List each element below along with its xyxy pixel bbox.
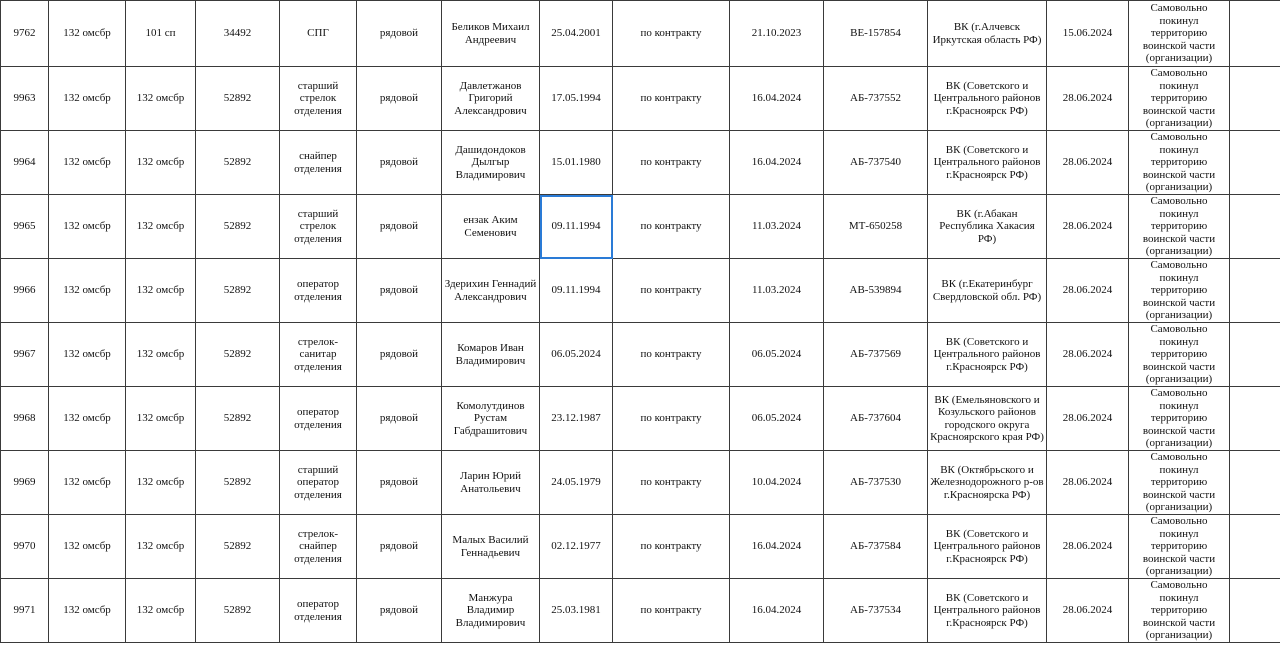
document-number-cell[interactable]: АБ-737584 [824,515,928,579]
document-number-cell[interactable]: ВЕ-157854 [824,1,928,67]
position-cell[interactable]: оператор отделения [280,259,357,323]
table-row [1,515,1280,579]
commissariat-cell[interactable]: ВК (Советского и Центрального районов г.Красноярск РФ) [928,67,1047,131]
empty-cell[interactable] [1230,1,1280,67]
record-number-cell[interactable]: 9969 [1,451,49,515]
record-number-cell[interactable]: 9971 [1,579,49,643]
enlistment-date-cell[interactable]: 11.03.2024 [730,195,824,259]
birth-date-cell[interactable]: 17.05.1994 [540,67,613,131]
record-number-cell[interactable]: 9967 [1,323,49,387]
table-row [1,131,1280,195]
record-number-cell[interactable]: 9970 [1,515,49,579]
rank-cell[interactable]: рядовой [357,515,442,579]
service-type-cell[interactable]: по контракту [613,259,730,323]
military-unit-number-cell[interactable]: 52892 [196,451,280,515]
status-cell[interactable]: Самовольно покинул территорию воинской части (организации) [1129,515,1230,579]
subunit-cell[interactable]: 101 сп [126,1,196,67]
enlistment-date-cell[interactable]: 16.04.2024 [730,67,824,131]
empty-cell[interactable] [1230,451,1280,515]
subunit-cell[interactable]: 132 омсбр [126,131,196,195]
birth-date-cell[interactable]: 06.05.2024 [540,323,613,387]
military-unit-number-cell[interactable]: 52892 [196,387,280,451]
empty-cell[interactable] [1230,579,1280,643]
enlistment-date-cell[interactable]: 06.05.2024 [730,323,824,387]
empty-cell[interactable] [1230,259,1280,323]
status-cell[interactable]: Самовольно покинул территорию воинской части (организации) [1129,323,1230,387]
status-cell[interactable]: Самовольно покинул территорию воинской части (организации) [1129,387,1230,451]
document-number-cell[interactable]: АБ-737569 [824,323,928,387]
table-row [1,195,1280,259]
status-cell[interactable]: Самовольно покинул территорию воинской части (организации) [1129,131,1230,195]
service-type-cell[interactable]: по контракту [613,387,730,451]
event-date-cell[interactable]: 28.06.2024 [1047,515,1129,579]
service-type-cell[interactable]: по контракту [613,195,730,259]
empty-cell[interactable] [1230,67,1280,131]
service-type-cell[interactable]: по контракту [613,323,730,387]
military-unit-number-cell[interactable]: 52892 [196,131,280,195]
commissariat-cell[interactable]: ВК (Октябрьского и Железнодорожного р-ов г.Красноярска РФ) [928,451,1047,515]
service-type-cell[interactable]: по контракту [613,1,730,67]
full-name-cell[interactable]: Малых Василий Геннадьевич [442,515,540,579]
enlistment-date-cell[interactable]: 10.04.2024 [730,451,824,515]
military-unit-number-cell[interactable]: 52892 [196,259,280,323]
table-row [1,451,1280,515]
rank-cell[interactable]: рядовой [357,259,442,323]
position-cell[interactable]: оператор отделения [280,387,357,451]
table-row [1,387,1280,451]
unit-cell[interactable]: 132 омсбр [49,67,126,131]
event-date-cell[interactable]: 28.06.2024 [1047,195,1129,259]
commissariat-cell[interactable]: ВК (г.Екатеринбург Свердловской обл. РФ) [928,259,1047,323]
full-name-cell[interactable]: Комолутдинов Рустам Габдрашитович [442,387,540,451]
unit-cell[interactable]: 132 омсбр [49,515,126,579]
full-name-cell[interactable]: ензак Аким Семенович [442,195,540,259]
enlistment-date-cell[interactable]: 21.10.2023 [730,1,824,67]
birth-date-cell[interactable]: 23.12.1987 [540,387,613,451]
event-date-cell[interactable]: 28.06.2024 [1047,451,1129,515]
table-row [1,259,1280,323]
position-cell[interactable]: старший стрелок отделения [280,67,357,131]
service-type-cell[interactable]: по контракту [613,131,730,195]
unit-cell[interactable]: 132 омсбр [49,131,126,195]
full-name-cell[interactable]: Беликов Михаил Андреевич [442,1,540,67]
event-date-cell[interactable]: 28.06.2024 [1047,131,1129,195]
subunit-cell[interactable]: 132 омсбр [126,323,196,387]
status-cell[interactable]: Самовольно покинул территорию воинской части (организации) [1129,1,1230,67]
unit-cell[interactable]: 132 омсбр [49,323,126,387]
event-date-cell[interactable]: 15.06.2024 [1047,1,1129,67]
table-row [1,323,1280,387]
subunit-cell[interactable]: 132 омсбр [126,451,196,515]
full-name-cell[interactable]: Ларин Юрий Анатольевич [442,451,540,515]
birth-date-cell[interactable]: 24.05.1979 [540,451,613,515]
record-number-cell[interactable]: 9964 [1,131,49,195]
record-number-cell[interactable]: 9968 [1,387,49,451]
subunit-cell[interactable]: 132 омсбр [126,579,196,643]
military-unit-number-cell[interactable]: 52892 [196,67,280,131]
document-number-cell[interactable]: АВ-539894 [824,259,928,323]
event-date-cell[interactable]: 28.06.2024 [1047,387,1129,451]
commissariat-cell[interactable]: ВК (Советского и Центрального районов г.Красноярск РФ) [928,579,1047,643]
subunit-cell[interactable]: 132 омсбр [126,515,196,579]
empty-cell[interactable] [1230,195,1280,259]
rank-cell[interactable]: рядовой [357,323,442,387]
event-date-cell[interactable]: 28.06.2024 [1047,67,1129,131]
birth-date-cell[interactable]: 15.01.1980 [540,131,613,195]
status-cell[interactable]: Самовольно покинул территорию воинской части (организации) [1129,579,1230,643]
event-date-cell[interactable]: 28.06.2024 [1047,579,1129,643]
birth-date-cell[interactable]: 25.03.1981 [540,579,613,643]
position-cell[interactable]: снайпер отделения [280,131,357,195]
document-number-cell[interactable]: АБ-737552 [824,67,928,131]
service-type-cell[interactable]: по контракту [613,451,730,515]
enlistment-date-cell[interactable]: 06.05.2024 [730,387,824,451]
service-type-cell[interactable]: по контракту [613,67,730,131]
event-date-cell[interactable]: 28.06.2024 [1047,323,1129,387]
enlistment-date-cell[interactable]: 16.04.2024 [730,579,824,643]
position-cell[interactable]: стрелок-санитар отделения [280,323,357,387]
document-number-cell[interactable]: АБ-737604 [824,387,928,451]
unit-cell[interactable]: 132 омсбр [49,451,126,515]
status-cell[interactable]: Самовольно покинул территорию воинской части (организации) [1129,195,1230,259]
table-body [1,1,1280,643]
unit-cell[interactable]: 132 омсбр [49,579,126,643]
rank-cell[interactable]: рядовой [357,131,442,195]
subunit-cell[interactable]: 132 омсбр [126,259,196,323]
record-number-cell[interactable]: 9762 [1,1,49,67]
status-cell[interactable]: Самовольно покинул территорию воинской части (организации) [1129,451,1230,515]
empty-cell[interactable] [1230,387,1280,451]
rank-cell[interactable]: рядовой [357,195,442,259]
position-cell[interactable]: оператор отделения [280,579,357,643]
status-cell[interactable]: Самовольно покинул территорию воинской части (организации) [1129,67,1230,131]
unit-cell[interactable]: 132 омсбр [49,1,126,67]
empty-cell[interactable] [1230,131,1280,195]
military-unit-number-cell[interactable]: 52892 [196,195,280,259]
commissariat-cell[interactable]: ВК (Советского и Центрального районов г.Красноярск РФ) [928,323,1047,387]
position-cell[interactable]: СПГ [280,1,357,67]
birth-date-cell[interactable]: 09.11.1994 [540,195,613,259]
commissariat-cell[interactable]: ВК (Советского и Центрального районов г.Красноярск РФ) [928,515,1047,579]
military-unit-number-cell[interactable]: 34492 [196,1,280,67]
rank-cell[interactable]: рядовой [357,67,442,131]
table-row [1,67,1280,131]
subunit-cell[interactable]: 132 омсбр [126,195,196,259]
full-name-cell[interactable]: Манжура Владимир Владимирович [442,579,540,643]
table-row [1,579,1280,643]
record-number-cell[interactable]: 9965 [1,195,49,259]
commissariat-cell[interactable]: ВК (Советского и Центрального районов г.Красноярск РФ) [928,131,1047,195]
rank-cell[interactable]: рядовой [357,451,442,515]
unit-cell[interactable]: 132 омсбр [49,259,126,323]
full-name-cell[interactable]: Дашидондоков Дылгыр Владимирович [442,131,540,195]
position-cell[interactable]: старший стрелок отделения [280,195,357,259]
rank-cell[interactable]: рядовой [357,1,442,67]
service-type-cell[interactable]: по контракту [613,579,730,643]
commissariat-cell[interactable]: ВК (Емельяновского и Козульского районов городского округа Красноярского края РФ) [928,387,1047,451]
document-number-cell[interactable]: АБ-737530 [824,451,928,515]
unit-cell[interactable]: 132 омсбр [49,387,126,451]
position-cell[interactable]: стрелок-снайпер отделения [280,515,357,579]
military-unit-number-cell[interactable]: 52892 [196,579,280,643]
enlistment-date-cell[interactable]: 11.03.2024 [730,259,824,323]
subunit-cell[interactable]: 132 омсбр [126,387,196,451]
document-number-cell[interactable]: МТ-650258 [824,195,928,259]
rank-cell[interactable]: рядовой [357,387,442,451]
empty-cell[interactable] [1230,515,1280,579]
birth-date-cell[interactable]: 09.11.1994 [540,259,613,323]
empty-cell[interactable] [1230,323,1280,387]
subunit-cell[interactable]: 132 омсбр [126,67,196,131]
enlistment-date-cell[interactable]: 16.04.2024 [730,515,824,579]
birth-date-cell[interactable]: 25.04.2001 [540,1,613,67]
record-number-cell[interactable]: 9963 [1,67,49,131]
birth-date-cell[interactable]: 02.12.1977 [540,515,613,579]
commissariat-cell[interactable]: ВК (г.Алчевск Иркутская область РФ) [928,1,1047,67]
full-name-cell[interactable]: Давлетжанов Григорий Александрович [442,67,540,131]
military-unit-number-cell[interactable]: 52892 [196,515,280,579]
document-number-cell[interactable]: АБ-737534 [824,579,928,643]
commissariat-cell[interactable]: ВК (г.Абакан Республика Хакасия РФ) [928,195,1047,259]
document-number-cell[interactable]: АБ-737540 [824,131,928,195]
full-name-cell[interactable]: Комаров Иван Владимирович [442,323,540,387]
position-cell[interactable]: старший оператор отделения [280,451,357,515]
enlistment-date-cell[interactable]: 16.04.2024 [730,131,824,195]
full-name-cell[interactable]: Здерихин Геннадий Александрович [442,259,540,323]
unit-cell[interactable]: 132 омсбр [49,195,126,259]
rank-cell[interactable]: рядовой [357,579,442,643]
service-type-cell[interactable]: по контракту [613,515,730,579]
record-number-cell[interactable]: 9966 [1,259,49,323]
military-unit-number-cell[interactable]: 52892 [196,323,280,387]
event-date-cell[interactable]: 28.06.2024 [1047,259,1129,323]
table-row [1,1,1280,67]
status-cell[interactable]: Самовольно покинул территорию воинской части (организации) [1129,259,1230,323]
